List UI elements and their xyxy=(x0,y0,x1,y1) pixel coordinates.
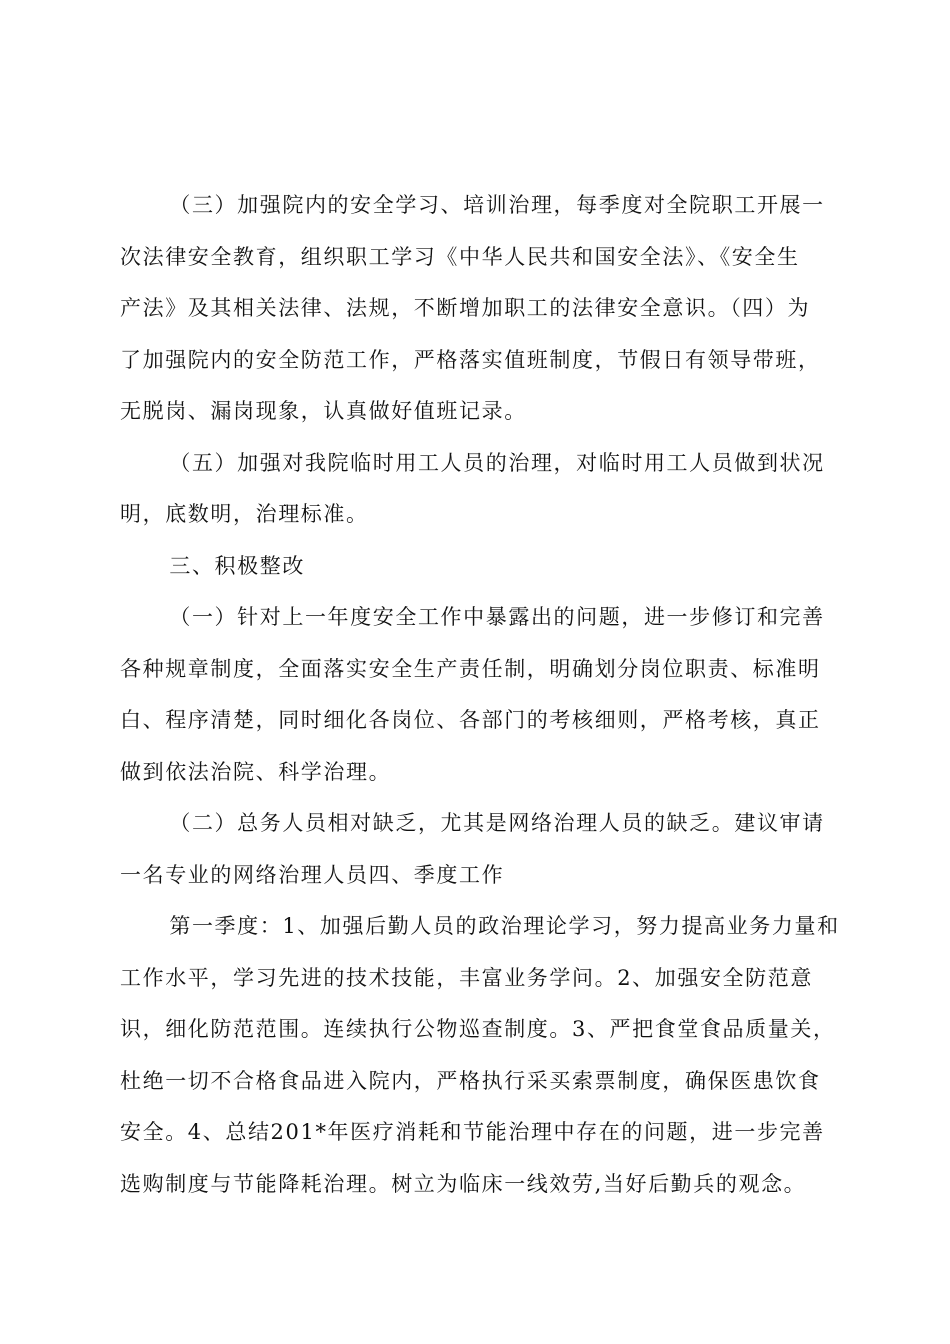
paragraph-section-5 xyxy=(120,438,834,541)
text-line: 杜绝一切不合格食品进入院内，严格执行采买索票制度，确保医患饮食 xyxy=(120,1068,821,1093)
text-line: （一）针对上一年度安全工作中暴露出的问题，进一步修订和完善 xyxy=(169,605,825,629)
text-line: 次法律安全教育，组织职工学习《中华人民共和国安全法》、《安全生 xyxy=(120,244,800,269)
paragraph-section-3 xyxy=(120,180,834,438)
text-line: 一名专业的网络治理人员四、季度工作 xyxy=(120,862,505,887)
text-line: 识，细化防范范围。连续执行公物巡查制度。3、严把食堂食品质量关， xyxy=(120,1017,836,1041)
text-line: 各种规章制度，全面落实安全生产责任制，明确划分岗位职责、标准明 xyxy=(120,656,821,681)
heading-text: 三、积极整改 xyxy=(169,553,305,578)
text-line: 白、程序清楚，同时细化各岗位、各部门的考核细则，严格考核，真正 xyxy=(120,708,821,732)
text-line: 产法》及其相关法律、法规，不断增加职工的法律安全意识。（四）为 xyxy=(120,296,811,320)
paragraph-q1-work xyxy=(120,901,840,1210)
text-line: （二）总务人员相对缺乏，尤其是网络治理人员的缺乏。建议审请 xyxy=(169,811,825,835)
text-line: 了加强院内的安全防范工作，严格落实值班制度，节假日有领导带班， xyxy=(120,347,821,372)
section-heading xyxy=(120,541,834,593)
text-line: 无脱岗、漏岗现象，认真做好值班记录。 xyxy=(120,399,527,423)
text-line: （五）加强对我院临时用工人员的治理，对临时用工人员做到状况 xyxy=(169,450,825,475)
text-line: 第一季度：1、加强后勤人员的政治理论学习，努力提高业务力量和 xyxy=(169,914,840,938)
text-line: （三）加强院内的安全学习、培训治理，每季度对全院职工开展一 xyxy=(169,193,825,217)
document-body xyxy=(120,180,840,1210)
text-line: 安全。4、总结201*年医疗消耗和节能治理中存在的问题，进一步完善 xyxy=(120,1120,825,1144)
paragraph-rectify-1 xyxy=(120,592,834,798)
text-line: 工作水平，学习先进的技术技能，丰富业务学问。2、加强安全防范意 xyxy=(120,965,813,990)
text-line: 明，底数明，治理标准。 xyxy=(120,502,369,526)
text-line: 选购制度与节能降耗治理。树立为临床一线效劳,当好后勤兵的观念。 xyxy=(120,1171,807,1196)
paragraph-rectify-2 xyxy=(120,798,834,901)
text-line: 做到依法治院、科学治理。 xyxy=(120,759,392,784)
